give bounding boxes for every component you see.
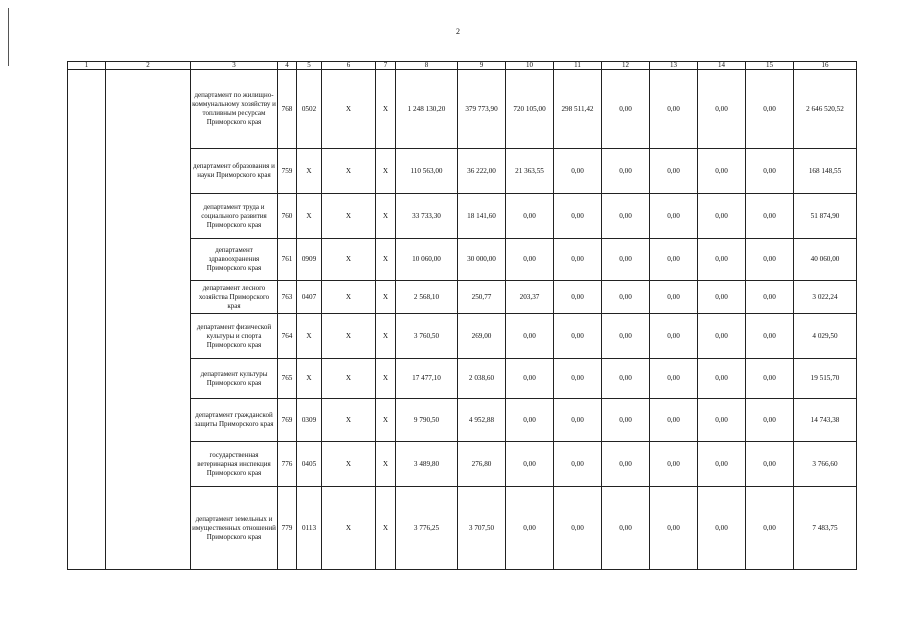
value-cell-c5: X <box>297 314 322 359</box>
column-header: 13 <box>650 62 698 70</box>
department-name-cell: департамент здравоохранения Приморского края <box>191 239 278 281</box>
column-header: 14 <box>698 62 746 70</box>
page-number: 2 <box>456 27 460 36</box>
value-cell-c16: 7 483,75 <box>794 487 857 570</box>
value-cell-c6: X <box>322 70 376 149</box>
value-cell-c11: 0,00 <box>554 194 602 239</box>
value-cell-c5: 0909 <box>297 239 322 281</box>
value-cell-c15: 0,00 <box>746 281 794 314</box>
value-cell-c15: 0,00 <box>746 442 794 487</box>
column-header: 1 <box>68 62 106 70</box>
value-cell-c10: 0,00 <box>506 399 554 442</box>
value-cell-c14: 0,00 <box>698 359 746 399</box>
value-cell-c11: 0,00 <box>554 239 602 281</box>
value-cell-c12: 0,00 <box>602 442 650 487</box>
value-cell-c6: X <box>322 442 376 487</box>
value-cell-c11: 0,00 <box>554 281 602 314</box>
value-cell-c8: 3 489,80 <box>396 442 458 487</box>
value-cell-c13: 0,00 <box>650 149 698 194</box>
value-cell-c10: 0,00 <box>506 487 554 570</box>
column-header: 11 <box>554 62 602 70</box>
value-cell-c15: 0,00 <box>746 194 794 239</box>
column-header: 8 <box>396 62 458 70</box>
value-cell-c7: X <box>376 281 396 314</box>
value-cell-c16: 14 743,38 <box>794 399 857 442</box>
value-cell-c10: 0,00 <box>506 359 554 399</box>
column-header: 15 <box>746 62 794 70</box>
value-cell-c10: 720 105,00 <box>506 70 554 149</box>
column-header: 6 <box>322 62 376 70</box>
department-name-cell: департамент физической культуры и спорта Приморского края <box>191 314 278 359</box>
value-cell-c14: 0,00 <box>698 487 746 570</box>
value-cell-c6: X <box>322 314 376 359</box>
col-1-cell <box>68 70 106 570</box>
value-cell-c12: 0,00 <box>602 281 650 314</box>
value-cell-c10: 0,00 <box>506 194 554 239</box>
value-cell-c7: X <box>376 399 396 442</box>
value-cell-c9: 379 773,90 <box>458 70 506 149</box>
department-name-cell: департамент гражданской защиты Приморского края <box>191 399 278 442</box>
table-row <box>68 70 857 149</box>
column-header: 12 <box>602 62 650 70</box>
budget-table <box>67 61 857 570</box>
column-header: 9 <box>458 62 506 70</box>
value-cell-c7: X <box>376 239 396 281</box>
value-cell-c10: 203,37 <box>506 281 554 314</box>
value-cell-c7: X <box>376 359 396 399</box>
value-cell-c10: 0,00 <box>506 314 554 359</box>
value-cell-c16: 2 646 520,52 <box>794 70 857 149</box>
value-cell-c4: 760 <box>278 194 297 239</box>
value-cell-c6: X <box>322 239 376 281</box>
value-cell-c16: 51 874,90 <box>794 194 857 239</box>
value-cell-c4: 763 <box>278 281 297 314</box>
value-cell-c9: 3 707,50 <box>458 487 506 570</box>
value-cell-c6: X <box>322 149 376 194</box>
value-cell-c7: X <box>376 70 396 149</box>
value-cell-c15: 0,00 <box>746 314 794 359</box>
value-cell-c14: 0,00 <box>698 314 746 359</box>
value-cell-c7: X <box>376 149 396 194</box>
value-cell-c8: 3 760,50 <box>396 314 458 359</box>
value-cell-c8: 33 733,30 <box>396 194 458 239</box>
column-header: 2 <box>106 62 191 70</box>
value-cell-c6: X <box>322 281 376 314</box>
value-cell-c14: 0,00 <box>698 70 746 149</box>
value-cell-c8: 110 563,00 <box>396 149 458 194</box>
value-cell-c16: 19 515,70 <box>794 359 857 399</box>
value-cell-c4: 768 <box>278 70 297 149</box>
value-cell-c14: 0,00 <box>698 239 746 281</box>
value-cell-c12: 0,00 <box>602 314 650 359</box>
value-cell-c5: X <box>297 194 322 239</box>
column-header: 5 <box>297 62 322 70</box>
value-cell-c15: 0,00 <box>746 399 794 442</box>
value-cell-c12: 0,00 <box>602 239 650 281</box>
value-cell-c11: 298 511,42 <box>554 70 602 149</box>
department-name-cell: департамент труда и социального развития Приморского края <box>191 194 278 239</box>
value-cell-c4: 769 <box>278 399 297 442</box>
col-2-cell <box>106 70 191 570</box>
column-number-row <box>68 62 857 70</box>
value-cell-c9: 36 222,00 <box>458 149 506 194</box>
value-cell-c13: 0,00 <box>650 239 698 281</box>
department-name-cell: департамент по жилищно-коммунальному хозяйству и топливным ресурсам Приморского края <box>191 70 278 149</box>
value-cell-c7: X <box>376 194 396 239</box>
value-cell-c6: X <box>322 487 376 570</box>
value-cell-c14: 0,00 <box>698 194 746 239</box>
value-cell-c6: X <box>322 194 376 239</box>
column-header: 7 <box>376 62 396 70</box>
value-cell-c9: 18 141,60 <box>458 194 506 239</box>
value-cell-c12: 0,00 <box>602 149 650 194</box>
value-cell-c4: 764 <box>278 314 297 359</box>
value-cell-c8: 1 248 130,20 <box>396 70 458 149</box>
value-cell-c13: 0,00 <box>650 194 698 239</box>
value-cell-c8: 2 568,10 <box>396 281 458 314</box>
value-cell-c13: 0,00 <box>650 399 698 442</box>
value-cell-c13: 0,00 <box>650 281 698 314</box>
value-cell-c11: 0,00 <box>554 399 602 442</box>
value-cell-c11: 0,00 <box>554 314 602 359</box>
column-header: 3 <box>191 62 278 70</box>
value-cell-c16: 3 766,60 <box>794 442 857 487</box>
value-cell-c9: 2 038,60 <box>458 359 506 399</box>
value-cell-c9: 250,77 <box>458 281 506 314</box>
value-cell-c4: 759 <box>278 149 297 194</box>
value-cell-c13: 0,00 <box>650 442 698 487</box>
department-name-cell: департамент лесного хозяйства Приморского края <box>191 281 278 314</box>
value-cell-c9: 4 952,88 <box>458 399 506 442</box>
value-cell-c4: 765 <box>278 359 297 399</box>
value-cell-c12: 0,00 <box>602 399 650 442</box>
column-header: 4 <box>278 62 297 70</box>
value-cell-c4: 761 <box>278 239 297 281</box>
value-cell-c13: 0,00 <box>650 359 698 399</box>
value-cell-c15: 0,00 <box>746 70 794 149</box>
value-cell-c4: 779 <box>278 487 297 570</box>
value-cell-c9: 276,80 <box>458 442 506 487</box>
value-cell-c16: 168 148,55 <box>794 149 857 194</box>
value-cell-c12: 0,00 <box>602 487 650 570</box>
value-cell-c9: 269,00 <box>458 314 506 359</box>
value-cell-c7: X <box>376 314 396 359</box>
value-cell-c13: 0,00 <box>650 70 698 149</box>
value-cell-c14: 0,00 <box>698 442 746 487</box>
value-cell-c12: 0,00 <box>602 359 650 399</box>
value-cell-c11: 0,00 <box>554 487 602 570</box>
value-cell-c15: 0,00 <box>746 239 794 281</box>
value-cell-c14: 0,00 <box>698 149 746 194</box>
value-cell-c11: 0,00 <box>554 442 602 487</box>
margin-line <box>8 8 9 66</box>
value-cell-c5: 0405 <box>297 442 322 487</box>
value-cell-c15: 0,00 <box>746 359 794 399</box>
value-cell-c11: 0,00 <box>554 149 602 194</box>
value-cell-c7: X <box>376 442 396 487</box>
value-cell-c16: 3 022,24 <box>794 281 857 314</box>
value-cell-c9: 30 000,00 <box>458 239 506 281</box>
column-header: 10 <box>506 62 554 70</box>
department-name-cell: департамент культуры Приморского края <box>191 359 278 399</box>
department-name-cell: департамент образования и науки Приморского края <box>191 149 278 194</box>
value-cell-c5: 0309 <box>297 399 322 442</box>
value-cell-c5: 0113 <box>297 487 322 570</box>
value-cell-c4: 776 <box>278 442 297 487</box>
value-cell-c12: 0,00 <box>602 70 650 149</box>
value-cell-c16: 40 060,00 <box>794 239 857 281</box>
value-cell-c11: 0,00 <box>554 359 602 399</box>
value-cell-c7: X <box>376 487 396 570</box>
value-cell-c13: 0,00 <box>650 314 698 359</box>
value-cell-c10: 21 363,55 <box>506 149 554 194</box>
value-cell-c15: 0,00 <box>746 487 794 570</box>
value-cell-c6: X <box>322 359 376 399</box>
value-cell-c15: 0,00 <box>746 149 794 194</box>
value-cell-c6: X <box>322 399 376 442</box>
value-cell-c14: 0,00 <box>698 399 746 442</box>
value-cell-c10: 0,00 <box>506 239 554 281</box>
value-cell-c14: 0,00 <box>698 281 746 314</box>
value-cell-c5: X <box>297 359 322 399</box>
value-cell-c13: 0,00 <box>650 487 698 570</box>
department-name-cell: государственная ветеринарная инспекция Приморского края <box>191 442 278 487</box>
value-cell-c8: 10 060,00 <box>396 239 458 281</box>
value-cell-c5: X <box>297 149 322 194</box>
value-cell-c8: 17 477,10 <box>396 359 458 399</box>
value-cell-c8: 9 790,50 <box>396 399 458 442</box>
value-cell-c16: 4 029,50 <box>794 314 857 359</box>
value-cell-c12: 0,00 <box>602 194 650 239</box>
value-cell-c8: 3 776,25 <box>396 487 458 570</box>
value-cell-c10: 0,00 <box>506 442 554 487</box>
value-cell-c5: 0407 <box>297 281 322 314</box>
department-name-cell: департамент земельных и имущественных отношений Приморского края <box>191 487 278 570</box>
column-header: 16 <box>794 62 857 70</box>
value-cell-c5: 0502 <box>297 70 322 149</box>
